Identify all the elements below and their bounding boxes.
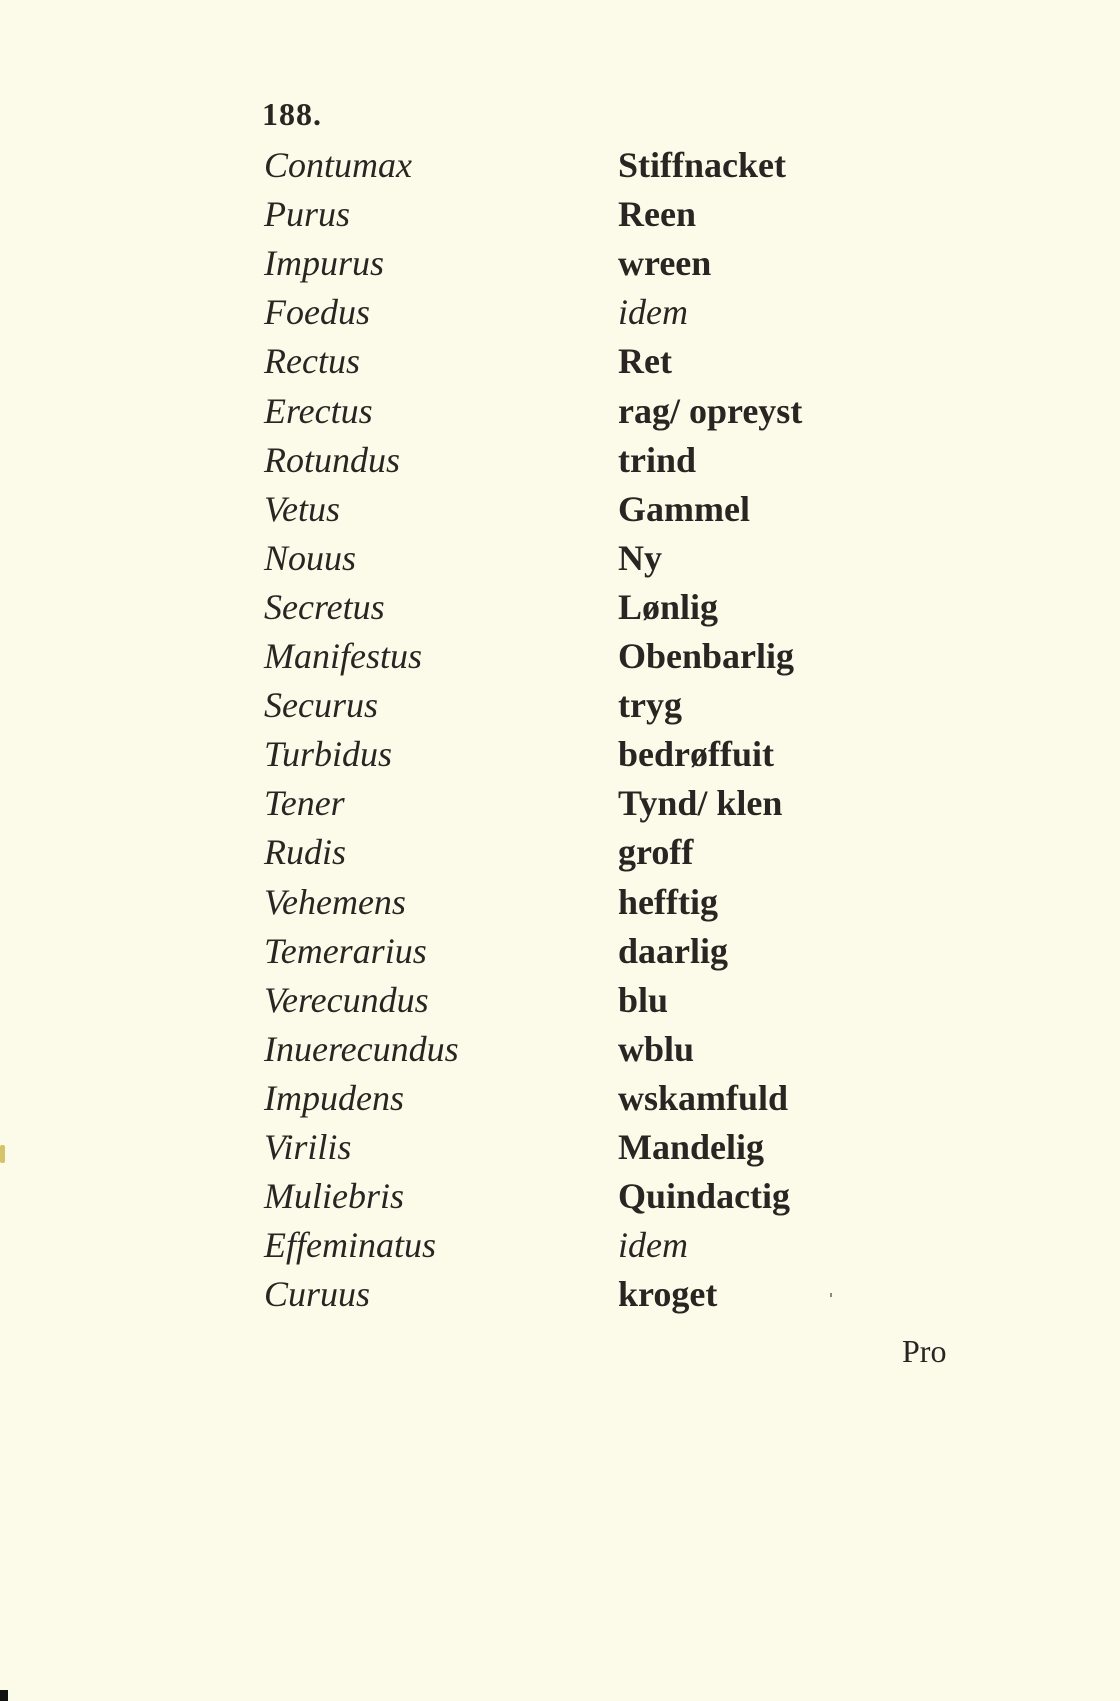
latin-term: Inuerecundus: [264, 1028, 459, 1069]
danish-term: kroget: [618, 1274, 718, 1315]
danish-term: tryg: [618, 685, 682, 726]
latin-term: Nouus: [264, 537, 357, 578]
danish-term: Ret: [618, 341, 672, 382]
vocab-row: [0, 239, 1120, 287]
latin-term: Muliebris: [264, 1176, 404, 1217]
latin-term: Secretus: [264, 586, 385, 627]
vocab-row: [0, 288, 1120, 336]
vocab-row: [0, 485, 1120, 533]
danish-term: rag/ opreyst: [618, 390, 803, 431]
danish-term: wskamfuld: [618, 1077, 789, 1118]
danish-term: groff: [618, 832, 694, 873]
latin-term: Impudens: [264, 1077, 404, 1118]
danish-term: trind: [618, 439, 697, 480]
page-number: 188.: [262, 96, 322, 132]
danish-term: idem: [618, 1225, 688, 1266]
latin-term: Rectus: [264, 341, 360, 382]
vocab-row: [0, 583, 1120, 631]
latin-term: Purus: [264, 194, 351, 235]
danish-term: Reen: [618, 194, 696, 235]
vocab-row: [0, 927, 1120, 975]
latin-term: Curuus: [264, 1274, 371, 1315]
latin-term: Turbidus: [264, 734, 393, 775]
latin-term: Rudis: [264, 832, 347, 873]
vocab-row: [0, 632, 1120, 680]
danish-term: hefftig: [618, 881, 718, 922]
vocab-row: [0, 190, 1120, 238]
vocab-row: [0, 779, 1120, 827]
danish-term: daarlig: [618, 930, 729, 971]
latin-term: Vehemens: [264, 881, 406, 922]
danish-term: idem: [618, 292, 688, 333]
latin-term: Verecundus: [264, 979, 429, 1020]
danish-term: wreen: [618, 243, 712, 284]
latin-term: Contumax: [264, 145, 412, 185]
danish-term: Lønlig: [618, 586, 719, 627]
danish-term: bedrøffuit: [618, 734, 774, 775]
vocab-row: [0, 436, 1120, 484]
scan-edge-mark: [0, 1690, 8, 1701]
ink-speck: [830, 1293, 832, 1297]
latin-term: Impurus: [264, 243, 385, 284]
vocab-row: [0, 1221, 1120, 1269]
vocab-row: [0, 337, 1120, 385]
vocab-row: [0, 976, 1120, 1024]
danish-term: wblu: [618, 1028, 695, 1069]
vocab-row: [0, 730, 1120, 778]
catchword: Pro: [902, 1333, 947, 1369]
latin-term: Vetus: [264, 488, 340, 529]
danish-term: blu: [618, 979, 669, 1020]
latin-term: Tener: [264, 783, 345, 824]
latin-term: Virilis: [264, 1127, 352, 1167]
vocab-row: [0, 1025, 1120, 1073]
danish-term: Quindactig: [618, 1176, 791, 1217]
danish-term: Tynd/ klen: [618, 783, 783, 824]
vocab-row: [0, 141, 1120, 189]
danish-term: Ny: [618, 537, 662, 578]
vocab-row: [0, 681, 1120, 729]
latin-term: Foedus: [264, 292, 370, 333]
latin-term: Rotundus: [264, 439, 401, 480]
latin-term: Securus: [264, 685, 378, 726]
vocab-row: [0, 387, 1120, 435]
latin-term: Manifestus: [264, 636, 422, 676]
vocab-row: [0, 1074, 1120, 1122]
vocab-row: [0, 828, 1120, 876]
latin-term: Erectus: [264, 390, 373, 431]
binding-mark: [0, 1145, 5, 1163]
vocab-row: [0, 1270, 1120, 1318]
danish-term: Stiffnacket: [618, 145, 786, 185]
latin-term: Temerarius: [264, 930, 427, 971]
vocab-row: [0, 1172, 1120, 1220]
vocab-row: [0, 534, 1120, 582]
vocab-row: [0, 1123, 1120, 1171]
vocab-row: [0, 878, 1120, 926]
danish-term: Obenbarlig: [618, 636, 795, 676]
danish-term: Gammel: [618, 488, 750, 529]
latin-term: Effeminatus: [264, 1225, 436, 1266]
danish-term: Mandelig: [618, 1127, 765, 1167]
